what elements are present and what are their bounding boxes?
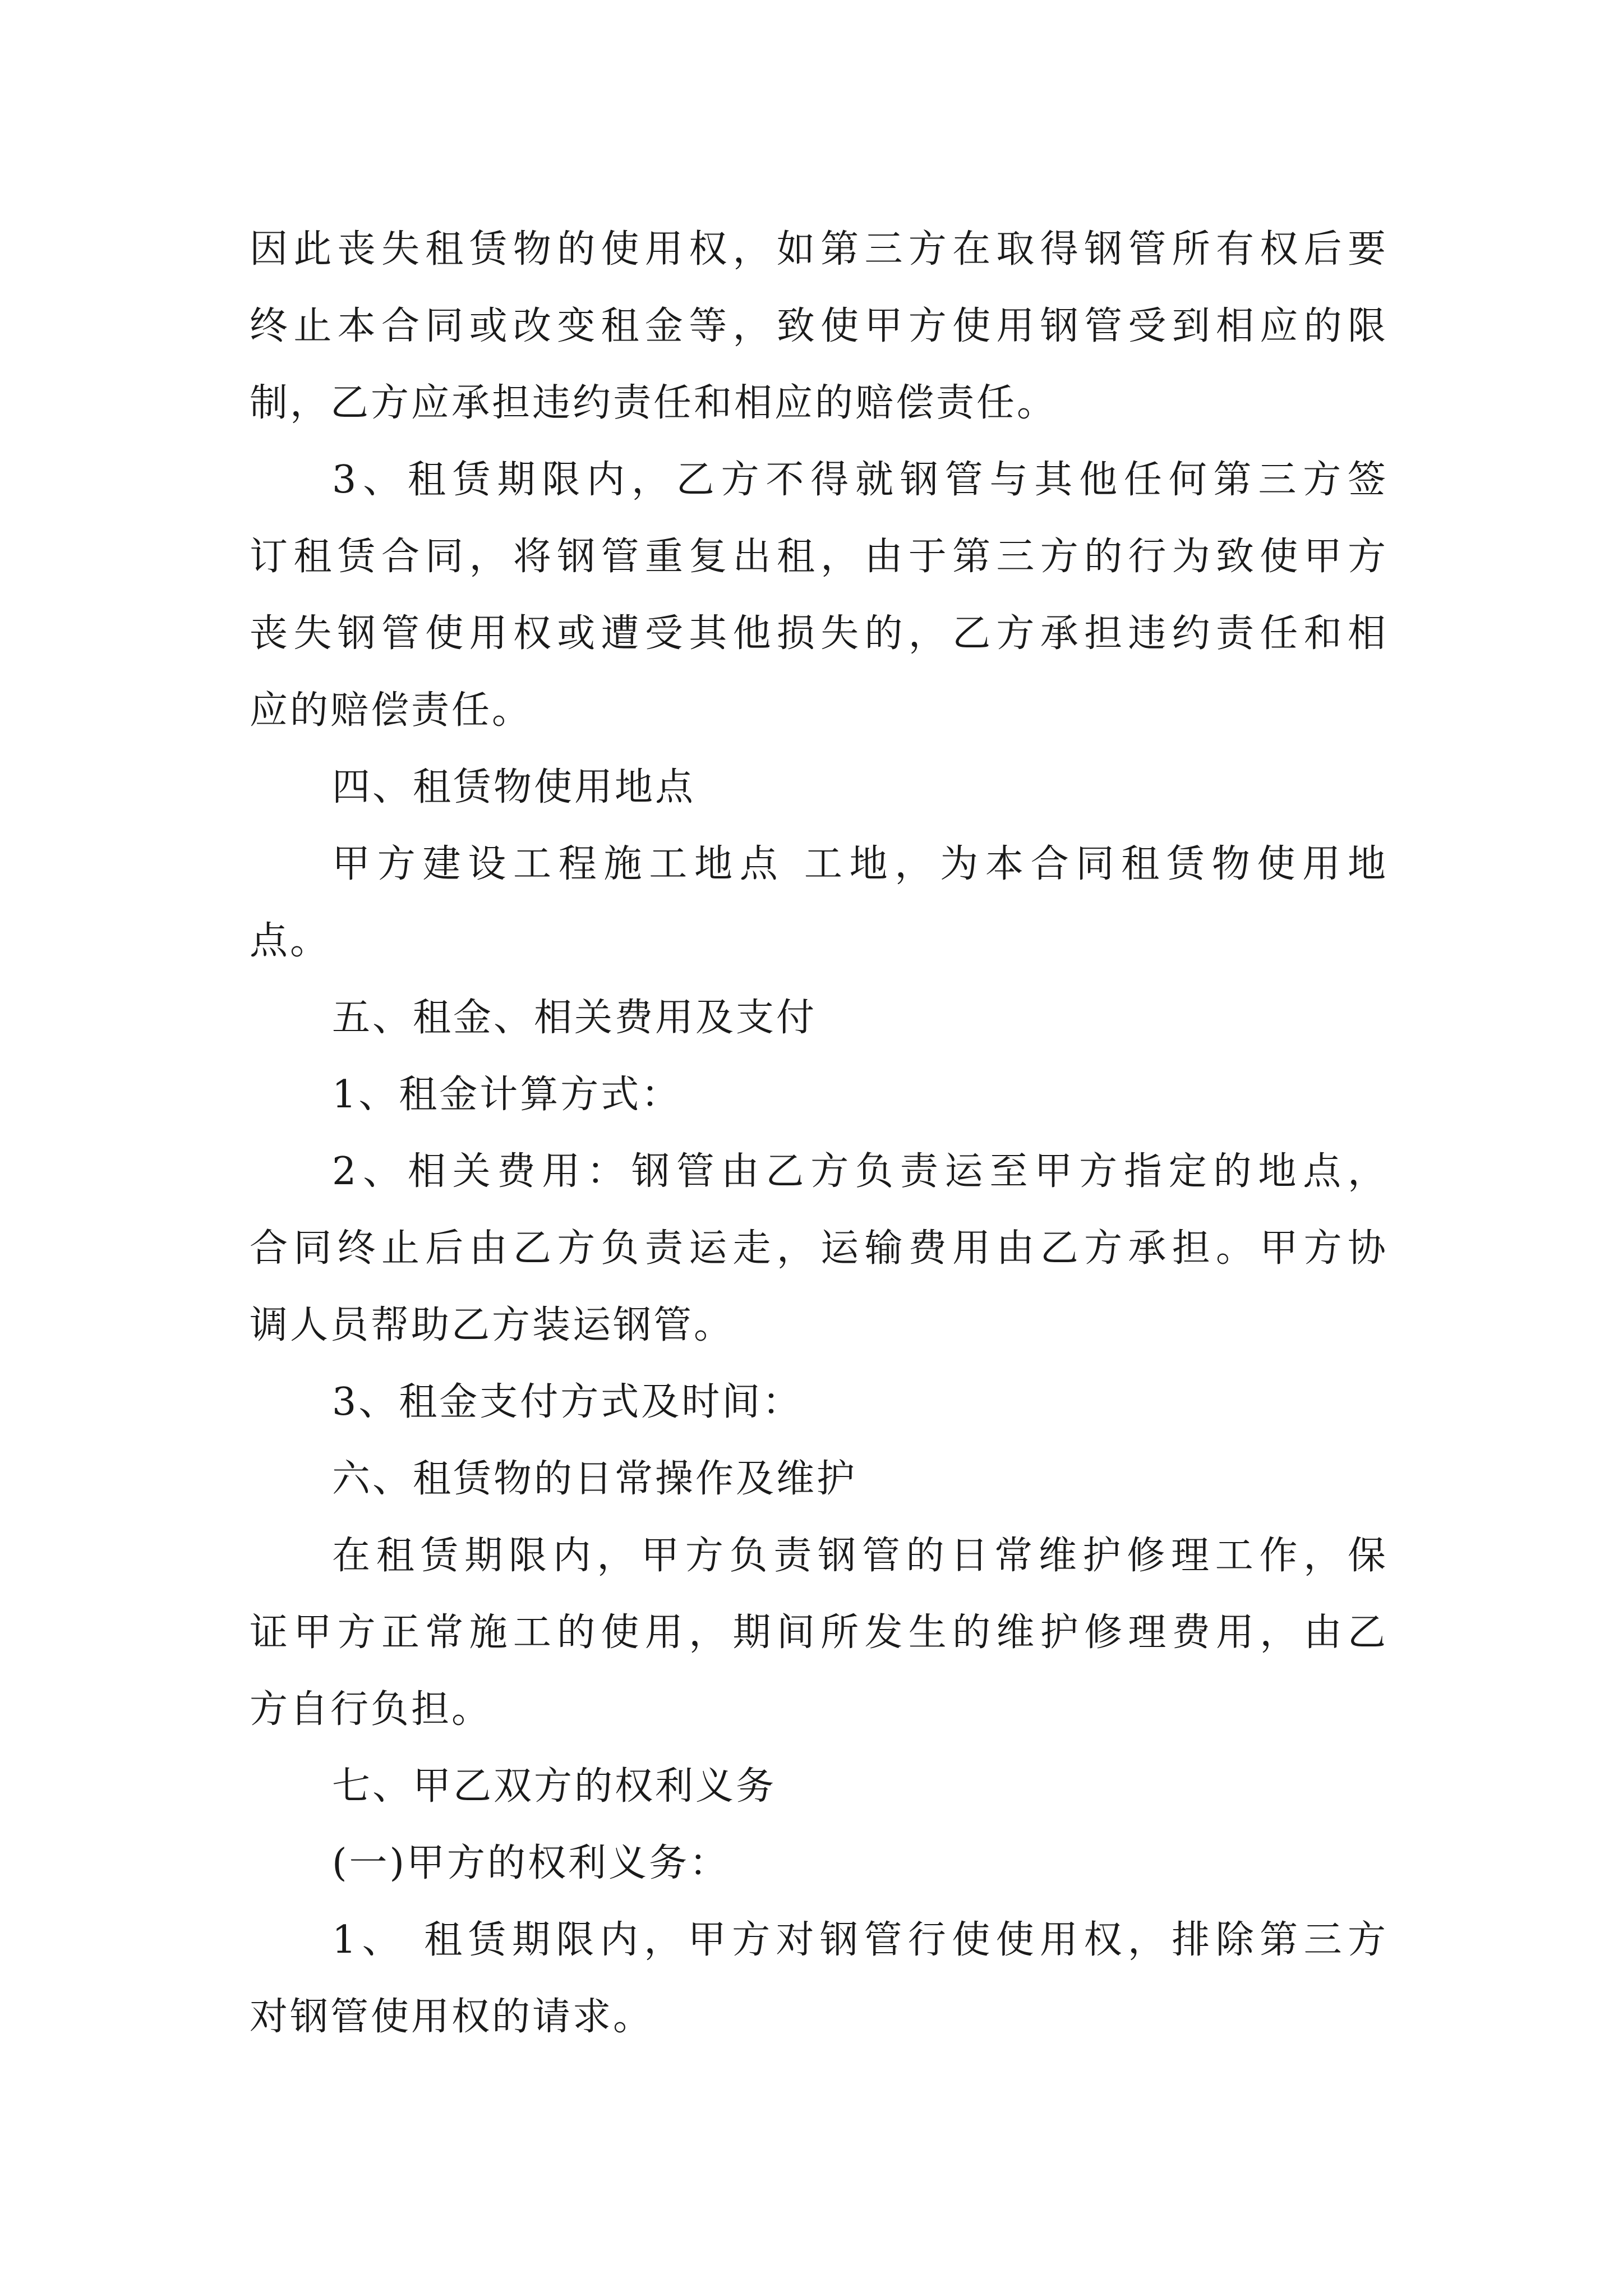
text-line: 证甲方正常施工的使用，期间所发生的维护修理费用，由乙: [250, 1611, 1388, 1655]
text-line: 丧失钢管使用权或遭受其他损失的，乙方承担违约责任和相: [250, 611, 1388, 656]
document-body: [250, 211, 1388, 2055]
text-line: 订租赁合同，将钢管重复出租，由于第三方的行为致使甲方: [250, 535, 1388, 579]
text-line: 3、租赁期限内，乙方不得就钢管与其他任何第三方签: [332, 458, 1388, 502]
text-line: (一)甲方的权利义务：: [332, 1841, 730, 1885]
text-line: 四、租赁物使用地点: [332, 765, 696, 809]
text-line: 在租赁期限内，甲方负责钢管的日常维护修理工作，保: [332, 1534, 1388, 1578]
text-line: 对钢管使用权的请求。: [250, 1995, 654, 2039]
text-line: 终止本合同或改变租金等，致使甲方使用钢管受到相应的限: [250, 304, 1388, 348]
text-line: 方自行负担。: [250, 1687, 492, 1732]
text-line: 调人员帮助乙方装运钢管。: [250, 1303, 735, 1347]
text-line: 2、相关费用：钢管由乙方负责运至甲方指定的地点，: [332, 1149, 1388, 1194]
text-line: 1、 租赁期限内，甲方对钢管行使使用权，排除第三方: [332, 1918, 1388, 1962]
text-line: 七、甲乙双方的权利义务: [332, 1764, 777, 1809]
text-line: 五、租金、相关费用及支付: [332, 996, 817, 1040]
text-line: 点。: [250, 919, 331, 963]
text-line: 六、租赁物的日常操作及维护: [332, 1457, 857, 1501]
text-line: 因此丧失租赁物的使用权，如第三方在取得钢管所有权后要: [250, 227, 1388, 272]
text-line: 合同终止后由乙方负责运走，运输费用由乙方承担。甲方协: [250, 1226, 1388, 1271]
text-line: 甲方建设工程施工地点 工地，为本合同租赁物使用地: [332, 842, 1388, 886]
text-line: 制，乙方应承担违约责任和相应的赔偿责任。: [250, 381, 1058, 425]
text-line: 1、租金计算方式：: [332, 1073, 682, 1117]
text-line: 应的赔偿责任。: [250, 688, 533, 733]
text-line: 3、租金支付方式及时间：: [332, 1380, 803, 1424]
